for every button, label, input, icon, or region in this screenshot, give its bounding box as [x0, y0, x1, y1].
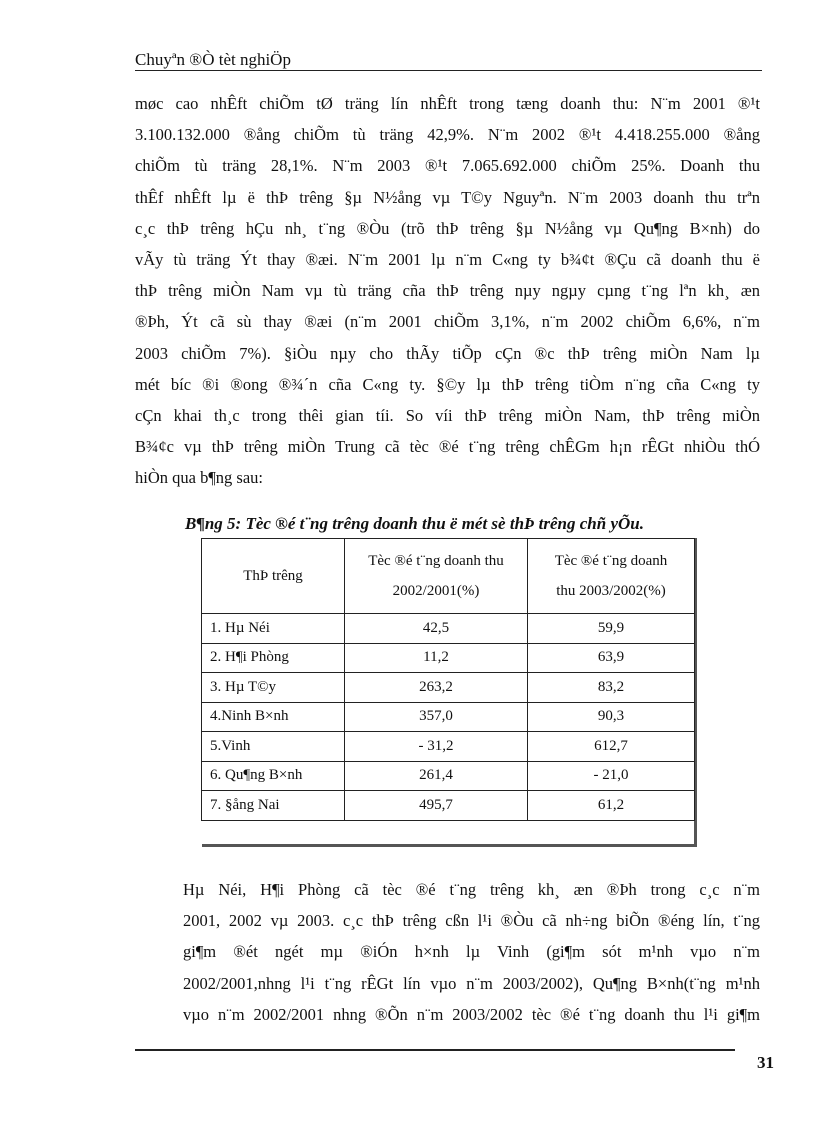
text-line: 2001, 2002 vµ 2003. c¸c thÞ trêng cßn l¹i ®Òu cã nh÷ng biÕn ®éng lín, t¨ng: [183, 911, 760, 931]
cell-growth-2003: - 21,0: [528, 761, 695, 791]
footer-rule: [135, 1049, 735, 1051]
cell-growth-2003: 612,7: [528, 732, 695, 762]
cell-market: 2. H¶i Phòng: [202, 643, 345, 673]
paragraph-2: [135, 874, 760, 1030]
cell-growth-2002: 42,5: [345, 614, 528, 644]
cell-growth-2002: 357,0: [345, 702, 528, 732]
page-number: 31: [757, 1053, 774, 1072]
table-row: [202, 702, 695, 732]
cell-growth-2003: 59,9: [528, 614, 695, 644]
column-header-growth-2002: [345, 539, 528, 614]
cell-market: 4.Ninh B×nh: [202, 702, 345, 732]
table-row: [202, 673, 695, 703]
cell-growth-2003: 83,2: [528, 673, 695, 703]
table-row: [202, 614, 695, 644]
cell-market: 3. Hµ T©y: [202, 673, 345, 703]
text-line: 2003 chiÕm 7%). §iÒu nµy cho thÃy tiÕp cÇn ®c thÞ trêng miÒn Nam lµ: [135, 343, 760, 363]
text-line: 2002/2001,nhng l¹i t¨ng rÊGt lín vµo n¨m 2003/2002), Qu¶ng B×nh(t¨ng m¹nh: [183, 973, 760, 993]
table-row: [202, 643, 695, 673]
text-line: vÃy tù träng Ýt thay ®æi. N¨m 2001 lµ n¨m C«ng ty b¾¢t ®Çu cã doanh thu ë: [135, 250, 760, 270]
text-line: mét bíc ®i ®ong ®¾´n cña C«ng ty. §©y lµ thÞ trêng tiÒm n¨ng cña C«ng ty: [135, 374, 760, 394]
table-row: [202, 791, 695, 821]
cell-growth-2003: 90,3: [528, 702, 695, 732]
text-line: chiÕm tù träng 28,1%. N¨m 2003 ®¹t 7.065.692.000 chiÕm 25%. Doanh thu: [135, 156, 760, 176]
header-line: Tèc ®é t¨ng doanh thu: [368, 553, 504, 569]
running-header: Chuyªn ®Ò tèt nghiÖp: [135, 50, 291, 69]
table-header-row: [202, 539, 695, 614]
cell-growth-2002: 495,7: [345, 791, 528, 821]
text-line: ®Þh, Ýt cã sù thay ®æi (n¨m 2001 chiÕm 3,1%, n¨m 2002 chiÕm 6,6%, n¨m: [135, 312, 760, 332]
header-line: thu 2003/2002(%): [556, 583, 666, 599]
text-line: gi¶m ®ét ngét mµ ®iÓn h×nh lµ Vinh (gi¶m sót m¹nh vµo n¨m: [183, 942, 760, 962]
paragraph-1: [135, 88, 760, 494]
cell-market: 6. Qu¶ng B×nh: [202, 761, 345, 791]
cell-market: 5.Vinh: [202, 732, 345, 762]
text-line: thÞ trêng miÒn Nam vµ tù träng cña thÞ trêng nµy ngµy cµng t¨ng lªn kh¸ æn: [135, 281, 760, 301]
table-caption: B¶ng 5: Tèc ®é t¨ng trêng doanh thu ë mét sè thÞ trêng chñ yÕu.: [185, 514, 644, 533]
text-line: hiÒn qua b¶ng sau:: [135, 468, 264, 488]
table-row: [202, 732, 695, 762]
text-line: vµo n¨m 2002/2001 nhng ®Õn n¨m 2003/2002 tèc ®é t¨ng doanh thu l¹i gi¶m: [183, 1004, 760, 1024]
cell-market: 7. §ång Nai: [202, 791, 345, 821]
header-line: ThÞ trêng: [243, 568, 303, 584]
table-row: [202, 761, 695, 791]
cell-growth-2002: - 31,2: [345, 732, 528, 762]
text-line: B¾¢c vµ thÞ trêng miÒn Trung cã tèc ®é t¨ng trêng chÊGm h¡n rÊGt nhiÒu thÓ: [135, 437, 760, 457]
column-header-market: [202, 539, 345, 614]
cell-market: 1. Hµ Néi: [202, 614, 345, 644]
cell-growth-2003: 63,9: [528, 643, 695, 673]
cell-growth-2002: 263,2: [345, 673, 528, 703]
text-line: thÊf nhÊft lµ ë thÞ trêng §µ N½ång vµ T©y Nguyªn. N¨m 2003 doanh thu trªn: [135, 187, 760, 207]
column-header-growth-2003: [528, 539, 695, 614]
cell-growth-2002: 261,4: [345, 761, 528, 791]
header-line: 2002/2001(%): [392, 583, 480, 599]
text-line: c¸c thÞ trêng hÇu nh¸ t¨ng ®Òu (trõ thÞ trêng §µ N½ång vµ Qu¶ng B×nh) do: [135, 218, 760, 238]
growth-table: [201, 538, 695, 821]
text-line: Hµ Néi, H¶i Phòng cã tèc ®é t¨ng trêng kh¸ æn ®Þh trong c¸c n¨m: [183, 880, 760, 899]
text-line: 3.100.132.000 ®ång chiÕm tù träng 42,9%. N¨m 2002 ®¹t 4.418.255.000 ®ång: [135, 125, 760, 145]
text-line: cÇn khai th¸c trong thêi gian tíi. So víi thÞ trêng miÒn Nam, thÞ trêng miÒn: [135, 406, 760, 426]
cell-growth-2003: 61,2: [528, 791, 695, 821]
cell-growth-2002: 11,2: [345, 643, 528, 673]
text-line: møc cao nhÊft chiÕm tØ träng lín nhÊft trong tæng doanh thu: N¨m 2001 ®¹t: [135, 94, 760, 113]
header-rule: [135, 70, 762, 71]
header-line: Tèc ®é t¨ng doanh: [554, 553, 668, 569]
